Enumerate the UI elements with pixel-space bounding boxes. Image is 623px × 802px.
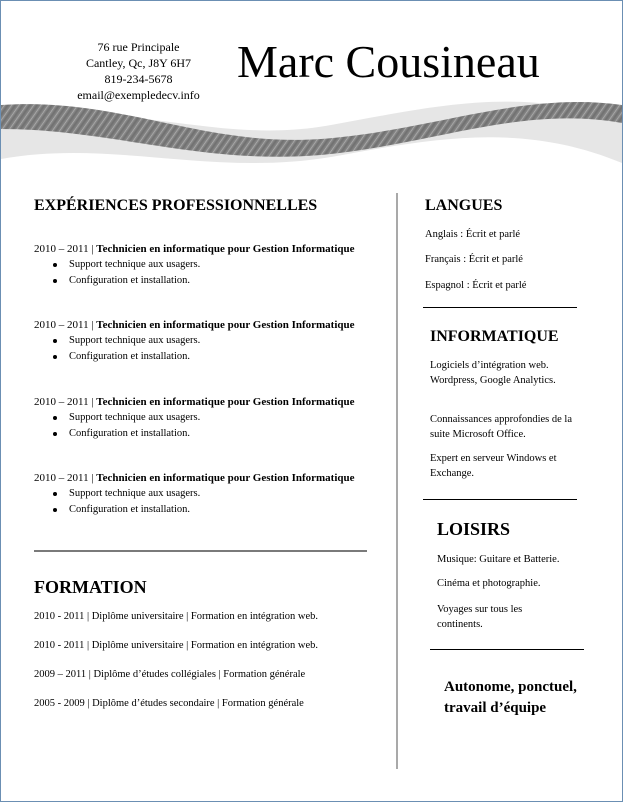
column-divider [396,193,398,769]
experience-bullet: Configuration et installation. [69,502,379,518]
experience-bullet: Support technique aux usagers. [69,486,379,502]
formation-row: 2009 – 2011 | Diplôme d’études collégiales | Formation générale [34,669,306,680]
informatique-item: Connaissances approfondies de la suite Microsoft Office. [430,414,573,440]
experience-bullet: Support technique aux usagers. [69,333,379,349]
langues-title: LANGUES [425,197,503,214]
header-wave [1,99,622,171]
experience-role: Technicien en informatique pour Gestion Informatique [96,472,355,484]
formation-row: 2010 - 2011 | Diplôme universitaire | Formation en intégration web. [34,611,319,622]
divider [34,550,367,552]
experience-bullet: Configuration et installation. [69,349,379,365]
experience-period: 2010 – 2011 | [34,243,97,255]
formation-title: FORMATION [34,577,147,597]
experience-period: 2010 – 2011 | [34,319,97,331]
experience-role: Technicien en informatique pour Gestion Informatique [96,319,355,331]
experience-role: Technicien en informatique pour Gestion Informatique [96,396,355,408]
informatique-item: Expert en serveur Windows et Exchange. [430,453,557,479]
divider [430,649,584,650]
informatique-item: Logiciels d’intégration web. Wordpress, Google Analytics. [430,360,556,386]
personal-qualities: Autonome, ponctuel, travail d’équipe [444,679,577,716]
divider [423,307,577,308]
experience-role: Technicien en informatique pour Gestion Informatique [96,243,355,255]
informatique-title: INFORMATIQUE [430,328,559,345]
experience-period: 2010 – 2011 | [34,396,97,408]
experience-entry [34,471,379,517]
experience-entry [34,395,379,441]
experience-entry [34,318,379,364]
contact-phone: 819-234-5678 [104,72,173,86]
loisir-item: Musique: Guitare et Batterie. [437,554,560,565]
divider [423,499,577,500]
langue-item: Espagnol : Écrit et parlé [425,280,527,291]
langue-item: Français : Écrit et parlé [425,254,523,265]
loisir-item: Cinéma et photographie. [437,578,541,589]
loisir-item: Voyages sur tous les continents. [437,604,523,630]
formation-row: 2010 - 2011 | Diplôme universitaire | Formation en intégration web. [34,640,319,651]
contact-block [61,39,216,103]
loisirs-title: LOISIRS [437,519,511,539]
formation-row: 2005 - 2009 | Diplôme d’études secondaire | Formation générale [34,698,304,709]
experience-bullet: Configuration et installation. [69,273,379,289]
experience-bullet: Configuration et installation. [69,426,379,442]
contact-city: Cantley, Qc, J8Y 6H7 [85,56,192,70]
experience-title: EXPÉRIENCES PROFESSIONNELLES [34,197,318,214]
contact-address: 76 rue Principale [97,40,180,54]
langue-item: Anglais : Écrit et parlé [425,229,521,240]
experience-entry [34,242,379,288]
experience-period: 2010 – 2011 | [34,472,97,484]
experience-bullet: Support technique aux usagers. [69,257,379,273]
experience-bullet: Support technique aux usagers. [69,410,379,426]
candidate-name: Marc Cousineau [237,36,540,87]
contact-email: email@exempledecv.info [77,88,200,102]
